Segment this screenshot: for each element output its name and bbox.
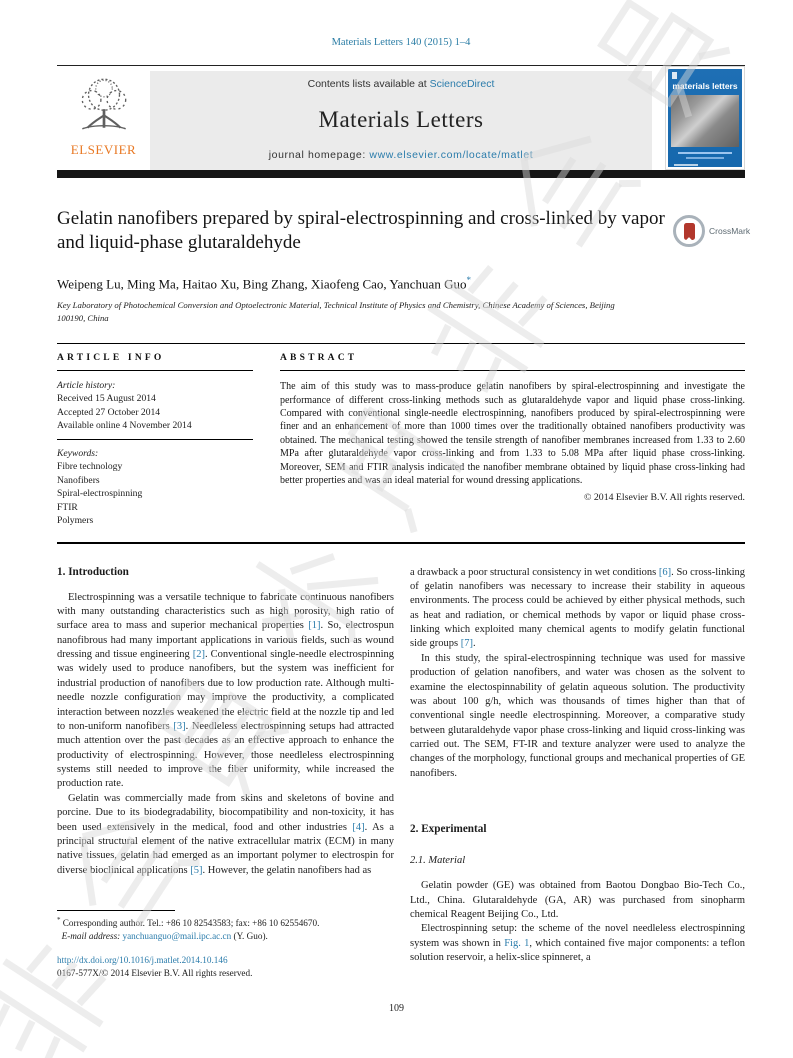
cover-publisher-mark (672, 72, 677, 79)
history-received: Received 15 August 2014 (57, 393, 156, 405)
body-column-right (410, 566, 745, 966)
body-column-left (57, 566, 394, 966)
corresponding-author-note (57, 915, 402, 930)
material-paragraph-2: Electrospinning setup: the scheme of the novel needleless electrospinning system was shown in Fig. 1, which contained five major components: a teflon solution reservoir, a helix-slice spinneret, a (410, 923, 745, 964)
history-online: Available online 4 November 2014 (57, 420, 192, 432)
info-abstract-section (57, 343, 745, 543)
abstract-heading: ABSTRACT (280, 353, 358, 364)
experimental-heading: 2. Experimental (410, 823, 487, 836)
homepage-link[interactable]: www.elsevier.com/locate/matlet (369, 149, 534, 161)
citation-link[interactable]: [2] (192, 649, 205, 661)
crossmark-icon (673, 215, 705, 247)
citation-link[interactable]: [7] (460, 638, 473, 650)
doi-link[interactable]: http://dx.doi.org/10.1016/j.matlet.2014.10.146 (57, 954, 228, 965)
header-divider-bar (57, 170, 745, 178)
cover-caption-line (678, 152, 732, 154)
cover-image (671, 95, 739, 147)
intro-paragraph-4: In this study, the spiral-electrospinning technique was used for massive production of gelation nanofibers, and water was chosen as the solvent to examine the electospinnability of gelatin aqueous solution. The productivity was about 100 g/h, which was thousands of times higher than that of conventional single needle electrospinning. Moreover, a comparative study between glutaraldehyde vapor phase cross-linking and liquid cross-linking was carried out. The SEM, FT-IR and texture analyzer were used to analyze the changes of the morphology, functional groups and mechanical properties of GE nanofibers. (410, 652, 745, 779)
author-names: Weipeng Lu, Ming Ma, Haitao Xu, Bing Zhang, Xiaofeng Cao, Yanchuan Guo (57, 275, 467, 291)
crossmark-badge[interactable] (673, 215, 751, 247)
article-info-column (57, 353, 253, 527)
email-line (57, 930, 402, 943)
intro-paragraph-2: Gelatin was commercially made from skins and skeletons of bovine and porcine. Due to its biodegradability, biocompatibility and non-toxicity, it has been used extensively in the medical, food and other industries [4]. As a principal structural element of the native extracellular matrix (ECM) in many native tissues, gelatin had emerged as an important polymer to electrospin for diverse bioclinical applications [5]. However, the gelatin nanofibers had as (57, 792, 394, 876)
masthead (57, 65, 745, 170)
keyword-item: Fibre technology (57, 461, 123, 473)
cover-title: materials letters (672, 81, 738, 91)
contents-line (158, 78, 644, 90)
keyword-item: FTIR (57, 501, 78, 513)
material-heading: 2.1. Material (410, 855, 466, 867)
article-history-label: Article history: (57, 380, 116, 392)
elsevier-wordmark: ELSEVIER (70, 142, 137, 157)
footnote-divider (57, 910, 175, 911)
journal-title: Materials Letters (318, 106, 484, 132)
email-suffix: (Y. Guo). (231, 931, 268, 942)
crossmark-label: CrossMark (709, 226, 751, 236)
article-info-heading: ARTICLE INFO (57, 353, 165, 364)
issn-line: 0167-577X/© 2014 Elsevier B.V. All rights reserved. (57, 968, 253, 979)
citation-link[interactable]: [3] (173, 720, 186, 732)
keywords-label: Keywords: (57, 448, 99, 460)
abstract-copyright: © 2014 Elsevier B.V. All rights reserved. (584, 492, 745, 504)
intro-paragraph-3: a drawback a poor structural consistency in wet conditions [6]. So cross-linking of gelatin nanofibers was necessary to increase their stability in aqueous environments. The process could be achieved by either physical methods, such as heat and radiation, or chemical methods by vapor or liquid phase cross-linking which exploited many chemical agents to modify gelatin functional side groups [7]. (410, 566, 746, 650)
intro-paragraph-1: Electrospinning was a versatile technique to fabricate continuous nanofibers with many outstanding characteristics such as high porosity, high ratio of surface area to mass and superior mechanical properties [1]. So, electrospun nanofibrous had many important applications in various fields, such as wound dressing and tissue engineering [2]. Conventional single-needle electrospinning was widely used to produce nanofibers, but the system was inefficient for industrial production of nanofibers due to low production rate. Although multi-needle nozzle configuration may improve the productivity, a complicated interaction between nozzles weakened the electric field at the nozzle tip and led to non-uniform nanofibers [3]. Needleless electrospinning setups had attracted much attention over the past decades as an effective approach to enhance the productivity of electrospinning. However, those needleless electrospinning systems still needed to improve the fiber uniformity, while increased the production rate. (57, 591, 394, 790)
affiliation: Key Laboratory of Photochemical Conversion and Optoelectronic Material, Technical Institute of Physics and Chemistry, Chinese Academy of Sciences, Beijing 100190, China (57, 299, 615, 323)
corresponding-author-mark[interactable]: * (466, 274, 471, 285)
intro-heading: 1. Introduction (57, 565, 129, 578)
footnote-marker: * (57, 916, 61, 924)
abstract-text: The aim of this study was to mass-produce gelatin nanofibers by spiral-electrospinning and investigate the performance of different cross-linking methods such as glutaraldehyde vapor and liquid phase cross-linking. Compared with conventional single-needle electrospinning, nanofibers produced by spiral-electrospinning were finer and an enhancement of more than 1000 times over the traditionally obtained nanofibers productivity was obtained. The mechanical testing showed the tensile strength of nanofiber membranes increased from 1.33 to 2.60 MPa after glutaraldehyde vapor cross-linking and from 1.33 to 5.08 MPa after liquid phase cross-linking. Moreover, SEM and FTIR analysis indicated the nanofiber membrane obtained by liquid phase cross-linking had better properties and was an ideal material for wound dressing applications. (280, 381, 745, 486)
sciencedirect-link[interactable]: ScienceDirect (429, 78, 495, 90)
article-body (57, 566, 745, 966)
abstract-column (280, 353, 745, 527)
homepage-line (158, 149, 644, 161)
heading-rule (57, 370, 253, 371)
citation-link[interactable]: [4] (352, 821, 365, 833)
citation-link[interactable]: [1] (308, 620, 321, 632)
page-number: 109 (389, 1003, 404, 1014)
cover-caption-line (686, 157, 724, 159)
homepage-prefix: journal homepage: (268, 149, 370, 161)
cover-footer-line (674, 164, 698, 166)
history-accepted: Accepted 27 October 2014 (57, 406, 161, 418)
heading-rule (280, 370, 745, 371)
elsevier-logo (57, 66, 150, 170)
elsevier-tree-icon (73, 72, 135, 141)
material-paragraph-1: Gelatin powder (GE) was obtained from Baotou Dongbao Bio-Tech Co., Ltd., China. Glutaraldehyde (GA, AR) was purchased from sinopharm chemical Reagent Beijing Co., Ltd. (410, 880, 745, 920)
email-label: E-mail address: (61, 931, 121, 942)
footnote-text: Corresponding author. Tel.: +86 10 82543583; fax: +86 10 62554670. (60, 918, 320, 929)
citation-link[interactable]: [5] (190, 864, 203, 876)
citation-link[interactable]: Fig. 1 (504, 937, 530, 949)
email-link[interactable]: yanchuanguo@mail.ipc.ac.cn (122, 931, 232, 942)
masthead-banner (150, 71, 652, 170)
citation-link[interactable]: [6] (658, 566, 672, 578)
article-title: Gelatin nanofibers prepared by spiral-electrospinning and cross-linked by vapor and liquid-phase glutaraldehyde (57, 208, 665, 254)
authors-line (57, 275, 745, 292)
footnote-block (57, 910, 402, 980)
history-divider (57, 439, 253, 440)
contents-prefix: Contents lists available at (307, 78, 430, 90)
keyword-item: Spiral-electrospinning (57, 488, 143, 500)
keyword-item: Polymers (57, 515, 94, 527)
keyword-item: Nanofibers (57, 474, 100, 486)
journal-cover-thumbnail (665, 66, 745, 170)
journal-reference: Materials Letters 140 (2015) 1–4 (331, 37, 471, 48)
